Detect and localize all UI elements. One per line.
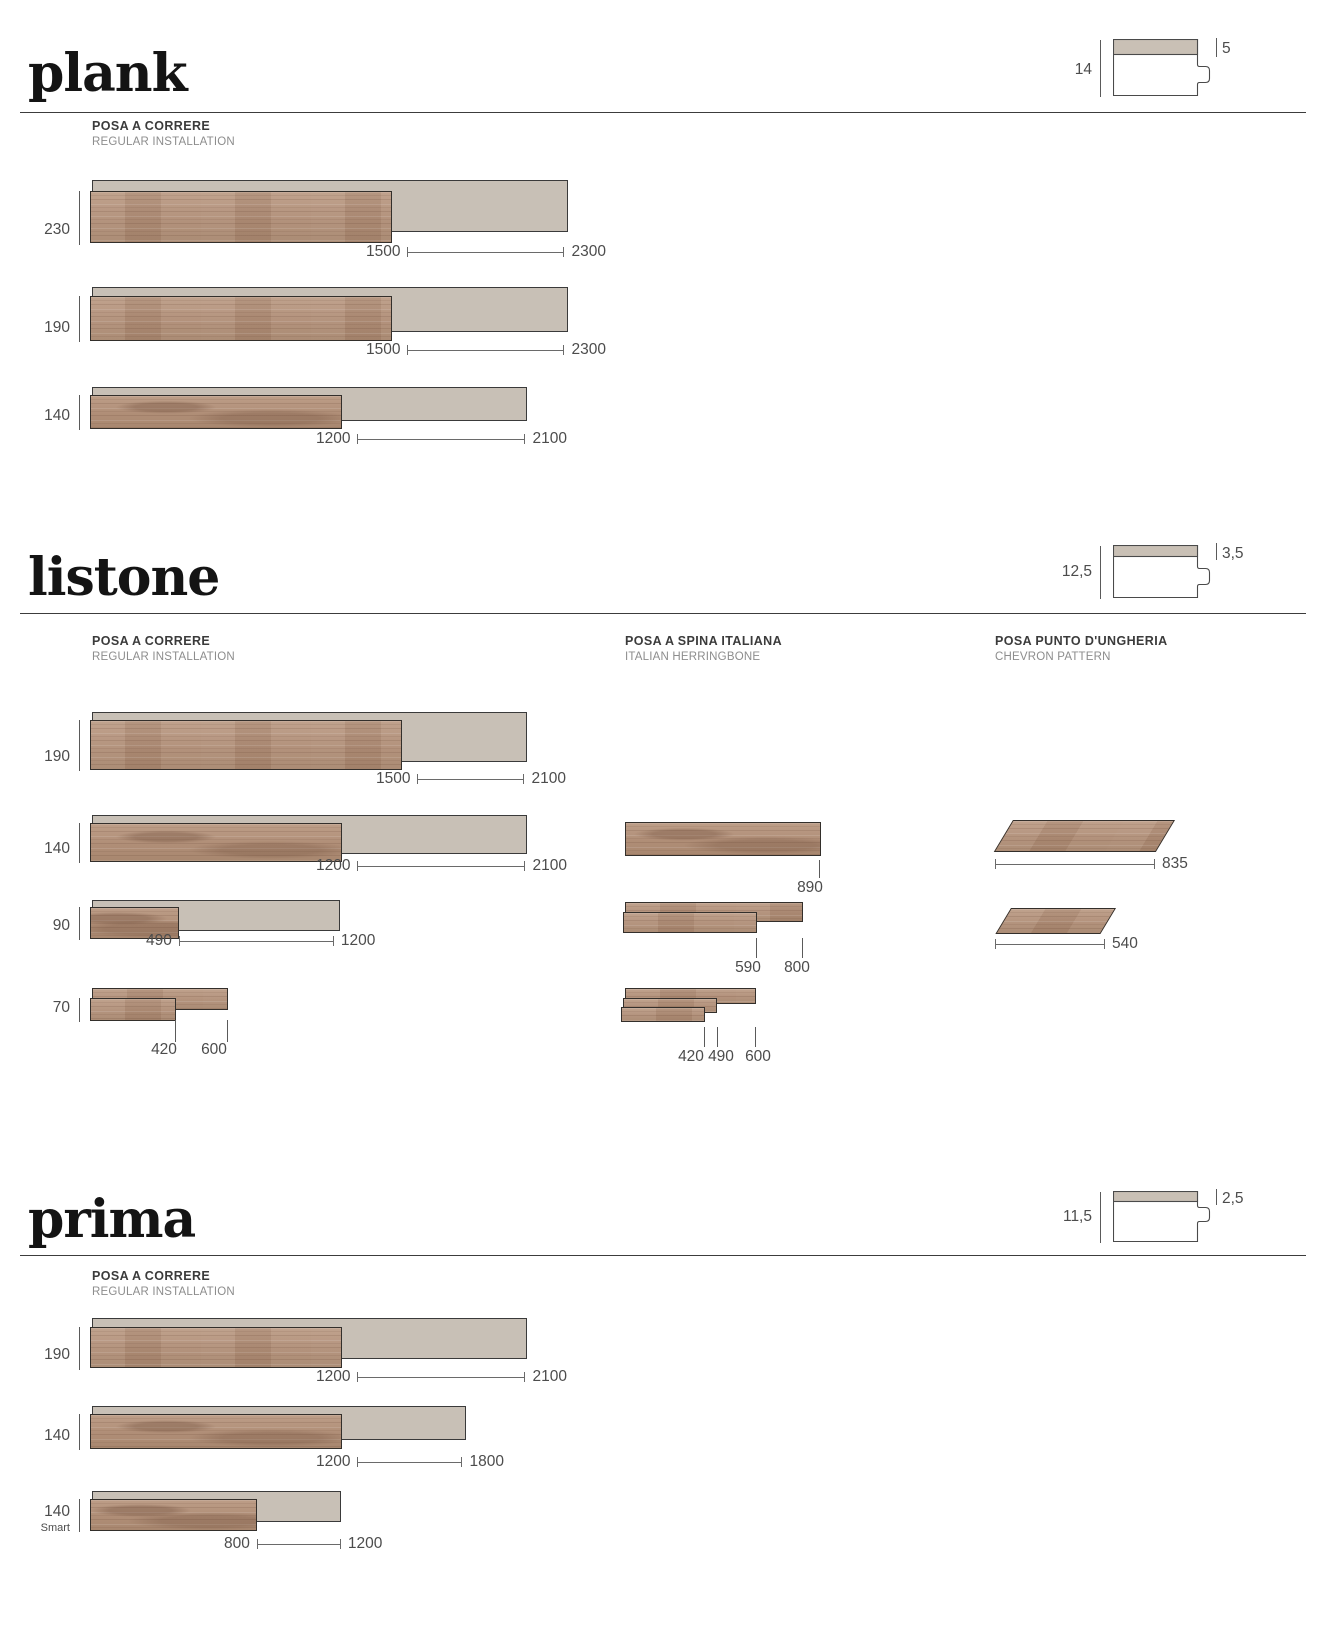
herringbone-subtitle: ITALIAN HERRINGBONE <box>625 651 761 663</box>
row-width-label: 70 <box>52 999 70 1016</box>
measure-tick <box>1216 543 1217 560</box>
plank-board-70-short <box>90 998 176 1021</box>
dimension-line <box>357 866 525 867</box>
dimension-line <box>357 1462 462 1463</box>
section-divider <box>20 613 1306 614</box>
measure-line <box>1100 546 1101 599</box>
plank-board-190 <box>90 296 392 341</box>
length-mark-tick <box>704 1027 705 1047</box>
prima-cross-section-icon <box>1113 1191 1215 1243</box>
length-mark-tick <box>175 1020 176 1042</box>
row-width-label: 140 <box>44 840 70 857</box>
dim-end: 2300 <box>571 341 606 359</box>
row-width-tick <box>79 191 80 245</box>
dim-length: 835 <box>1162 855 1188 873</box>
chevron-board-large <box>994 820 1175 852</box>
installation-subtitle: REGULAR INSTALLATION <box>92 1286 235 1298</box>
dimension-line <box>179 941 334 942</box>
plank-board-190 <box>90 1327 342 1368</box>
measure-line <box>1100 40 1101 97</box>
herringbone-board-140 <box>625 822 821 856</box>
dim-end: 1800 <box>469 1453 504 1471</box>
dimension-line <box>357 1377 525 1378</box>
dim-start: 1200 <box>316 1368 351 1386</box>
regular-title: POSA A CORRERE <box>92 634 211 648</box>
chevron-subtitle: CHEVRON PATTERN <box>995 651 1111 663</box>
dim-start: 1200 <box>316 430 351 448</box>
section-title-plank: plank <box>28 43 187 104</box>
dim-start: 800 <box>224 1535 250 1553</box>
length-dimension <box>224 1536 382 1552</box>
length-mark-tick <box>802 938 803 958</box>
length-dimension <box>366 244 606 260</box>
dim-start: 1200 <box>316 857 351 875</box>
length-mark-label: 600 <box>745 1048 771 1065</box>
dim-start: 490 <box>146 932 172 950</box>
row-width-sublabel: Smart <box>40 1521 70 1534</box>
row-width-label: 230 <box>44 221 70 238</box>
section-divider <box>20 1255 1306 1256</box>
length-mark-tick <box>717 1027 718 1047</box>
dim-length: 540 <box>1112 935 1138 953</box>
dimension-line <box>995 864 1155 865</box>
row-width-tick <box>79 1499 80 1532</box>
plank-board-140 <box>90 395 342 429</box>
dimension-line <box>407 252 564 253</box>
dim-start: 1500 <box>366 243 401 261</box>
measure-line <box>1100 1192 1101 1243</box>
length-mark-label: 600 <box>201 1041 227 1058</box>
dim-end: 2100 <box>531 770 566 788</box>
dim-end: 1200 <box>340 932 376 950</box>
length-mark-tick <box>756 938 757 958</box>
row-width-label: 190 <box>44 748 70 765</box>
installation-subtitle: REGULAR INSTALLATION <box>92 136 235 148</box>
length-dimension <box>316 1369 567 1385</box>
row-width-tick <box>79 998 80 1022</box>
length-mark-tick <box>227 1020 228 1042</box>
row-width-label: 190 <box>44 319 70 336</box>
row-width-value: 140 <box>44 1503 70 1520</box>
row-width-tick <box>79 296 80 342</box>
profile-total-thickness-label: 11,5 <box>1062 1208 1092 1225</box>
installation-title: POSA A CORRERE <box>92 1269 211 1283</box>
dimension-line <box>257 1544 341 1545</box>
row-width-tick <box>79 823 80 863</box>
length-dimension <box>995 936 1138 952</box>
row-width-label: 140 <box>44 407 70 424</box>
length-dimension <box>316 1454 504 1470</box>
dim-start: 1500 <box>366 341 401 359</box>
section-divider <box>20 112 1306 113</box>
length-dimension <box>366 342 606 358</box>
length-mark-tick <box>819 860 820 878</box>
row-width-tick <box>79 1414 80 1450</box>
profile-total-thickness-label: 14 <box>1074 61 1092 78</box>
measure-tick <box>1216 1189 1217 1205</box>
length-dimension <box>995 856 1188 872</box>
measure-tick <box>1216 38 1217 57</box>
dim-end: 2100 <box>532 857 567 875</box>
dimension-line <box>417 779 524 780</box>
length-mark-label: 800 <box>784 959 810 976</box>
length-mark-label: 420 <box>151 1041 177 1058</box>
plank-board-140 <box>90 1414 342 1449</box>
dim-end: 2100 <box>532 1368 567 1386</box>
length-mark-label: 420 <box>678 1048 704 1065</box>
dim-start: 1500 <box>376 770 411 788</box>
listone-cross-section-icon <box>1113 545 1215 599</box>
row-width-tick <box>79 395 80 430</box>
chevron-board-small <box>995 908 1116 934</box>
dim-end: 1200 <box>347 1535 383 1553</box>
plank-board-140 <box>90 823 342 862</box>
row-width-label: 90 <box>52 917 70 934</box>
row-width-tick <box>79 907 80 940</box>
row-width-tick <box>79 720 80 771</box>
row-width-label: 190 <box>44 1346 70 1363</box>
length-dimension <box>376 771 566 787</box>
profile-top-layer-label: 2,5 <box>1222 1190 1244 1207</box>
length-dimension <box>146 933 375 949</box>
row-width-tick <box>79 1327 80 1370</box>
plank-board-140-smart <box>90 1499 257 1531</box>
length-dimension <box>316 858 567 874</box>
section-title-prima: prima <box>28 1189 196 1250</box>
dimension-line <box>407 350 564 351</box>
herringbone-title: POSA A SPINA ITALIANA <box>625 634 783 648</box>
row-width-label <box>18 1504 70 1534</box>
plank-board-190 <box>90 720 402 770</box>
dimension-line <box>995 944 1105 945</box>
profile-top-layer-label: 3,5 <box>1222 545 1244 562</box>
regular-subtitle: REGULAR INSTALLATION <box>92 651 235 663</box>
dim-end: 2300 <box>571 243 606 261</box>
length-mark-label: 490 <box>708 1048 734 1065</box>
length-mark-label: 890 <box>797 879 823 896</box>
length-mark-tick <box>755 1027 756 1047</box>
length-dimension <box>316 431 567 447</box>
dimension-line <box>357 439 525 440</box>
installation-title: POSA A CORRERE <box>92 119 211 133</box>
herringbone-board-90-short <box>623 912 757 933</box>
length-mark-label: 590 <box>735 959 761 976</box>
profile-top-layer-label: 5 <box>1222 40 1231 57</box>
profile-total-thickness-label: 12,5 <box>1061 563 1092 580</box>
section-title-listone: listone <box>28 547 220 608</box>
row-width-label: 140 <box>44 1427 70 1444</box>
herringbone-board-70-short <box>621 1007 705 1022</box>
dim-start: 1200 <box>316 1453 351 1471</box>
plank-board-230 <box>90 191 392 243</box>
plank-cross-section-icon <box>1113 39 1215 97</box>
chevron-title: POSA PUNTO D'UNGHERIA <box>995 634 1168 648</box>
dim-end: 2100 <box>532 430 567 448</box>
